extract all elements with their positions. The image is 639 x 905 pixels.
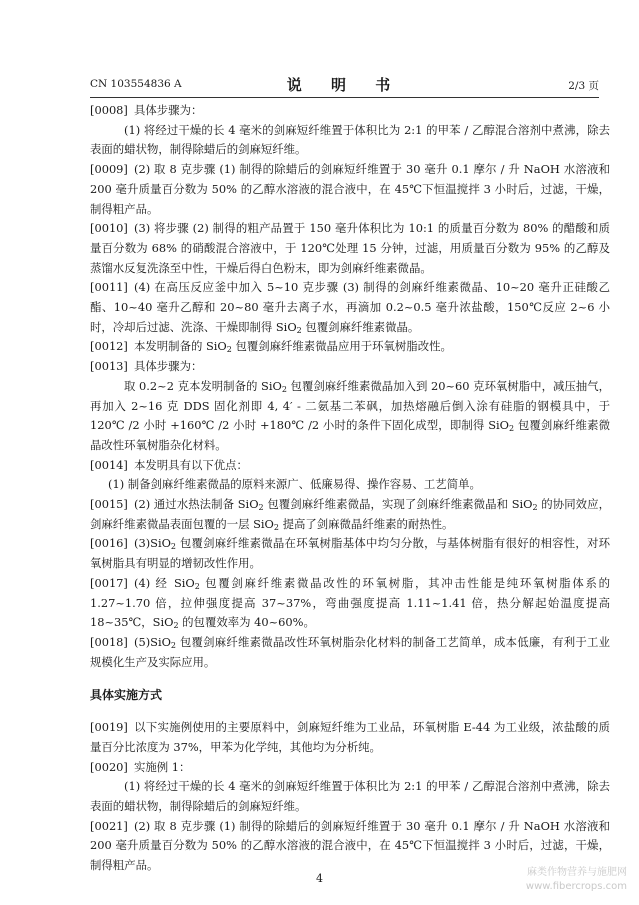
paragraph-number: [0021] bbox=[90, 818, 128, 833]
watermark-line-1: 麻类作物营养与施肥网 bbox=[527, 867, 627, 878]
page-indicator: 2/3 页 bbox=[568, 80, 599, 92]
paragraph bbox=[90, 475, 610, 495]
paragraph-number: [0012] bbox=[90, 339, 128, 354]
paragraph-text: 以下实施例使用的主要原料中，剑麻短纤维为工业品，环氧树脂 E-44 为工业级，浓盐酸的质量百分比浓度为 37%，甲苯为化学纯，其他均为分析纯。 bbox=[90, 720, 610, 754]
paragraph-text: 本发明制备的 SiO$_2$ 包覆剑麻纤维素微晶应用于环氧树脂改性。 bbox=[134, 339, 452, 355]
paragraph-text: (2) 取 8 克步骤 (1) 制得的除蜡后的剑麻短纤维置于 30 毫升 0.1 摩尔 / 升 NaOH 水溶液和 200 毫升质量百分数为 50% 的乙醇水溶液的混合液中，在 45℃下恒温搅拌 3 小时后，过滤，干燥，制得粗产品。 bbox=[90, 818, 610, 873]
page-number: 4 bbox=[316, 872, 323, 885]
paragraph-text: 本发明具有以下优点： bbox=[134, 457, 248, 472]
header-rule bbox=[90, 97, 599, 98]
paragraph bbox=[90, 219, 610, 278]
paragraph-number: [0019] bbox=[90, 720, 128, 735]
paragraph-text: (4) 经 SiO$_2$ 包覆剑麻纤维素微晶改性的环氧树脂，其冲击性能是纯环氧树脂体系的 1.27~1.70 倍，拉伸强度提高 37~37%，弯曲强度提高 1.11~1.41 倍，热分解起始温度提高 18~35℃，SiO$_2$ 的包覆效率为 40~60%。 bbox=[90, 575, 610, 631]
paragraph-number: [0008] bbox=[90, 103, 128, 117]
paragraph bbox=[90, 777, 610, 816]
paragraph bbox=[90, 495, 610, 534]
paragraph-number: [0013] bbox=[90, 359, 128, 374]
paragraph-number: [0014] bbox=[90, 457, 128, 472]
paragraph-text: 取 0.2~2 克本发明制备的 SiO$_2$ 包覆剑麻纤维素微晶加入到 20~60 克环氧树脂中，减压抽气，再加入 2~16 克 DDS 固化剂即 4, 4′ - 二氨基二苯砜，加热熔融后倒入涂有硅脂的钢模具中，于 120℃ /2 小时 +160℃ /2 小时 +180℃ /2 小时的条件下固化成型，即制得 SiO$_2$ 包覆剑麻纤维素微晶改性环氧树脂杂化材料。 bbox=[90, 378, 611, 452]
paragraph-text: (3)SiO$_2$ 包覆剑麻纤维素微晶在环氧树脂基体中均匀分散，与基体树脂有很好的相容性，对环氧树脂具有明显的增韧改性作用。 bbox=[90, 536, 610, 571]
paragraph-number: [0020] bbox=[90, 759, 128, 774]
paragraph-number: [0018] bbox=[90, 634, 128, 649]
paragraph-text: (2) 取 8 克步骤 (1) 制得的除蜡后的剑麻短纤维置于 30 毫升 0.1 摩尔 / 升 NaOH 水溶液和 200 毫升质量百分数为 50% 的乙醇水溶液的混合液中，在 45℃下恒温搅拌 3 小时后，过滤，干燥，制得粗产品。 bbox=[90, 162, 610, 216]
paragraph bbox=[90, 574, 610, 633]
paragraph bbox=[90, 718, 610, 757]
paragraph bbox=[90, 357, 610, 377]
patent-number: CN 103554836 A bbox=[90, 78, 182, 90]
paragraph bbox=[90, 377, 610, 456]
paragraph bbox=[90, 633, 610, 672]
paragraph-number: [0016] bbox=[90, 536, 128, 551]
paragraph-number: [0009] bbox=[90, 162, 128, 177]
document-body bbox=[90, 101, 610, 876]
paragraph-number: [0017] bbox=[90, 575, 128, 590]
document-title: 说 明 书 bbox=[286, 76, 403, 94]
paragraph-text: (2) 通过水热法制备 SiO$_2$ 包覆剑麻纤维素微晶，实现了剑麻纤维素微晶和 SiO$_2$ 的协同效应，剑麻纤维素微晶表面包覆的一层 SiO$_2$ 提高了剑麻微晶纤维素的耐热性。 bbox=[90, 497, 611, 532]
paragraph-text: (5)SiO$_2$ 包覆剑麻纤维素微晶改性环氧树脂杂化材料的制备工艺简单，成本低廉，有利于工业规模化生产及实际应用。 bbox=[90, 634, 610, 669]
watermark-line-2: www.fibercrops.com bbox=[525, 881, 627, 892]
paragraph bbox=[90, 101, 610, 121]
paragraph-number: [0010] bbox=[90, 221, 128, 236]
paragraph-number: [0015] bbox=[90, 497, 128, 512]
paragraph-text: 具体步骤为： bbox=[134, 103, 203, 117]
paragraph-number: [0011] bbox=[90, 280, 128, 295]
paragraph bbox=[90, 534, 610, 573]
paragraph-text: (1) 制备剑麻纤维素微晶的原料来源广、低廉易得、操作容易、工艺简单。 bbox=[108, 477, 481, 492]
paragraph bbox=[90, 456, 610, 476]
paragraph bbox=[90, 160, 610, 219]
paragraph-text: (1) 将经过干燥的长 4 毫米的剑麻短纤维置于体积比为 2:1 的甲苯 / 乙醇混合溶剂中煮沸，除去表面的蜡状物，制得除蜡后的剑麻短纤维。 bbox=[90, 779, 610, 813]
paragraph-text: (3) 将步骤 (2) 制得的粗产品置于 150 毫升体积比为 10:1 的质量百分数为 80% 的醋酸和质量百分数为 68% 的硝酸混合溶液中，于 120℃处理 15 分钟，过滤，用质量百分数为 95% 的乙醇及蒸馏水反复洗涤至中性，干燥后得白色粉末，即为剑麻纤维素微晶。 bbox=[90, 221, 610, 275]
paragraph-text: 具体步骤为： bbox=[134, 359, 203, 374]
paragraph bbox=[90, 278, 610, 337]
page-header bbox=[90, 74, 599, 94]
paragraph-text: (1) 将经过干燥的长 4 毫米的剑麻短纤维置于体积比为 2:1 的甲苯 / 乙醇混合溶剂中煮沸，除去表面的蜡状物，制得除蜡后的剑麻短纤维。 bbox=[90, 122, 610, 157]
paragraph bbox=[90, 758, 610, 778]
paragraph-text: (4) 在高压反应釜中加入 5~10 克步骤 (3) 制得的剑麻纤维素微晶、10~20 毫升正硅酸乙酯、10~40 毫升乙醇和 20~80 毫升去离子水，再滴加 0.2~0.5 毫升浓盐酸，150℃反应 2~6 小时，冷却后过滤、洗涤、干燥即制得 SiO$_2$ 包覆剑麻纤维素微晶。 bbox=[90, 280, 610, 335]
paragraph-text: 实施例 1： bbox=[134, 759, 191, 774]
watermark bbox=[526, 866, 627, 894]
paragraph bbox=[90, 121, 610, 160]
paragraph bbox=[90, 337, 610, 357]
section-heading: 具体实施方式 bbox=[90, 688, 163, 703]
